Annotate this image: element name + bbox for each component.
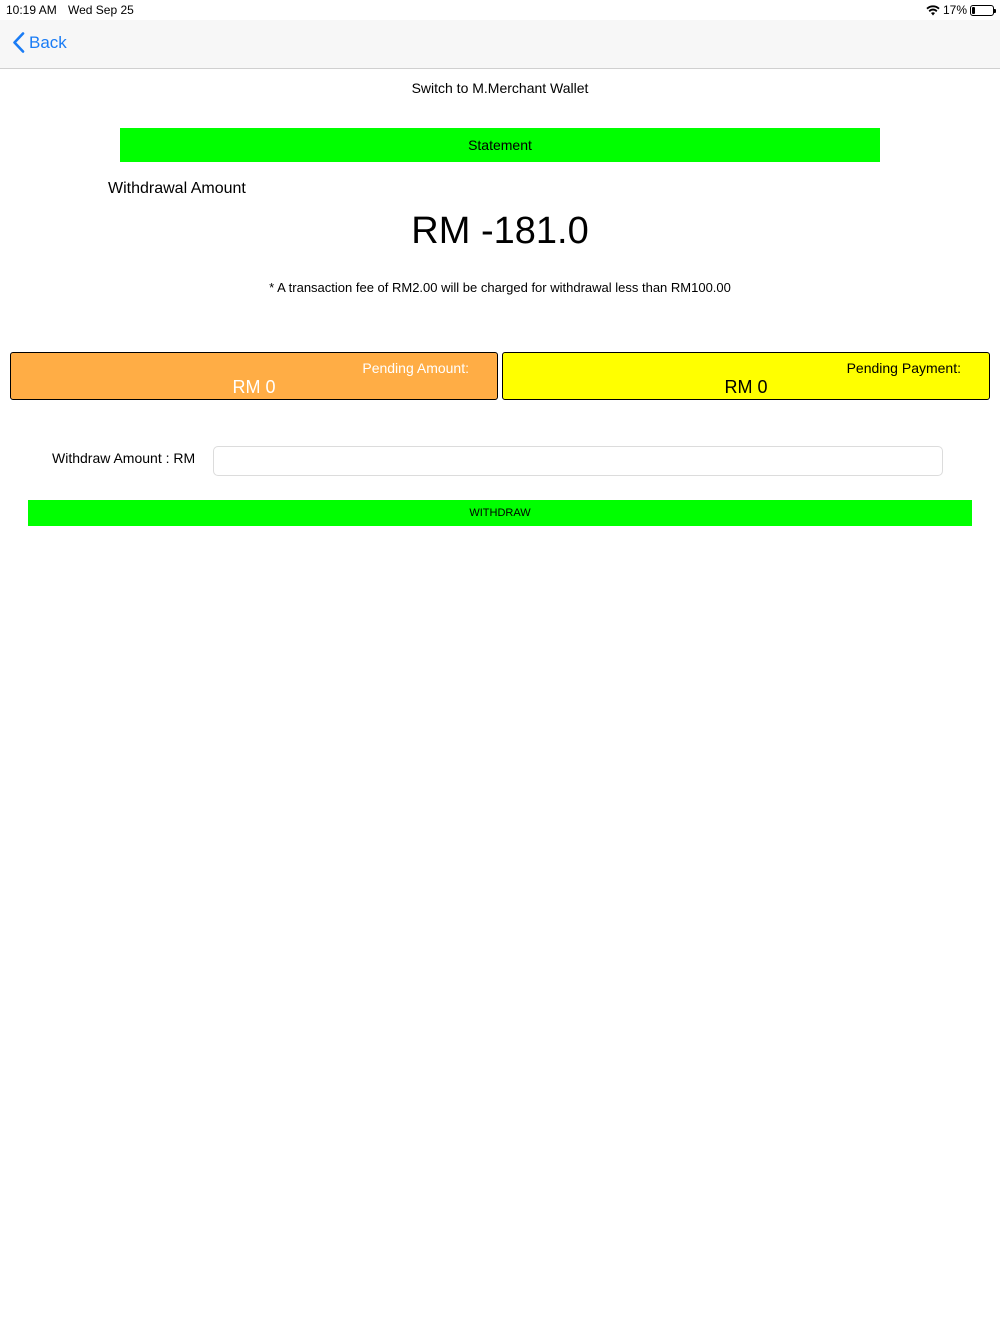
fee-note: * A transaction fee of RM2.00 will be charged for withdrawal less than RM100.00 [269, 280, 731, 295]
pending-payment-value: RM 0 [724, 377, 768, 397]
chevron-left-icon [12, 32, 29, 53]
withdraw-button[interactable]: WITHDRAW [28, 500, 972, 526]
pending-amount-card [10, 352, 498, 400]
back-label: Back [29, 32, 67, 52]
pending-payment-card [502, 352, 990, 400]
battery-percent: 17% [942, 3, 967, 17]
status-date: Wed Sep 25 [68, 3, 134, 17]
statement-button[interactable]: Statement [120, 128, 880, 162]
withdraw-amount-input[interactable] [213, 446, 943, 476]
back-button[interactable] [12, 32, 67, 53]
pending-amount-value: RM 0 [232, 377, 276, 397]
status-indicators [926, 2, 994, 18]
status-bar [0, 0, 1000, 20]
pending-payment-label: Pending Payment: [846, 360, 961, 376]
battery-fill [972, 7, 975, 14]
pending-amount-label: Pending Amount: [362, 360, 469, 376]
status-time: 10:19 AM [6, 3, 57, 17]
withdrawal-amount-label: Withdrawal Amount [108, 180, 246, 197]
balance-amount: RM -181.0 [411, 210, 589, 252]
withdraw-amount-label: Withdraw Amount : RM [52, 450, 196, 466]
switch-wallet-link[interactable]: Switch to M.Merchant Wallet [411, 80, 589, 96]
battery-icon [970, 5, 994, 16]
navigation-bar [0, 20, 1000, 69]
wifi-icon [926, 5, 940, 16]
